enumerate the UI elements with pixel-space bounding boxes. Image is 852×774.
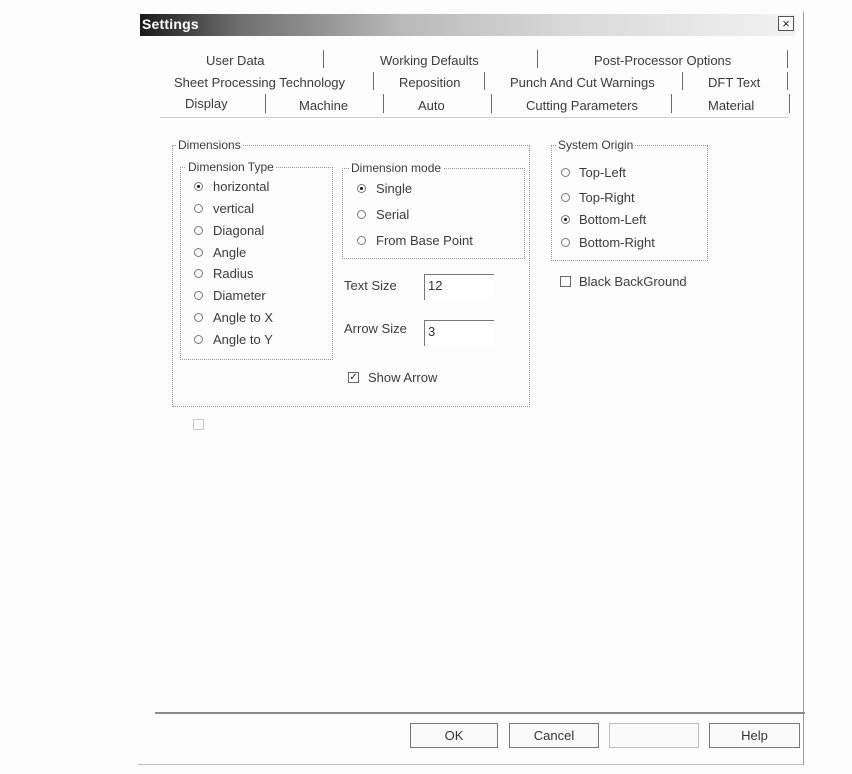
tab-user-data[interactable]: User Data (206, 53, 265, 68)
tab-separator (789, 94, 790, 113)
tab-separator (787, 50, 788, 68)
black-background-checkbox[interactable] (560, 276, 571, 287)
radio-bottom-left[interactable] (561, 215, 570, 224)
radio-serial[interactable] (357, 210, 366, 219)
tab-separator (383, 94, 384, 113)
disabled-checkbox[interactable] (193, 419, 204, 430)
tab-separator (484, 72, 485, 90)
dimension-mode-legend: Dimension mode (351, 161, 442, 175)
title-bar[interactable] (140, 14, 795, 36)
tab-display[interactable]: Display (185, 96, 228, 111)
black-background-label[interactable]: Black BackGround (579, 274, 687, 289)
radio-serial-label[interactable]: Serial (376, 207, 410, 222)
dimension-type-legend: Dimension Type (188, 160, 274, 174)
radio-vertical-label[interactable]: vertical (213, 201, 255, 216)
tab-cutting-parameters[interactable]: Cutting Parameters (526, 98, 638, 113)
radio-diagonal-label[interactable]: Diagonal (213, 223, 265, 238)
apply-button[interactable] (609, 723, 699, 748)
text-size-input[interactable]: 12 (424, 274, 494, 300)
help-button[interactable]: Help (709, 723, 800, 748)
radio-top-left-label[interactable]: Top-Left (579, 165, 626, 180)
tab-separator (682, 72, 683, 90)
radio-from-base-point-label[interactable]: From Base Point (376, 233, 473, 248)
radio-top-left[interactable] (561, 168, 570, 177)
tab-reposition[interactable]: Reposition (399, 75, 461, 90)
radio-angle-to-x-label[interactable]: Angle to X (213, 310, 273, 325)
tab-machine[interactable]: Machine (299, 98, 349, 113)
radio-top-right[interactable] (561, 193, 570, 202)
radio-angle-to-y-label[interactable]: Angle to Y (213, 332, 273, 347)
arrow-size-label: Arrow Size (344, 321, 407, 336)
cancel-button[interactable]: Cancel (509, 723, 599, 748)
radio-radius[interactable] (194, 269, 203, 278)
radio-horizontal-label[interactable]: horizontal (213, 179, 270, 194)
ok-button[interactable]: OK (410, 723, 498, 748)
arrow-size-input[interactable]: 3 (424, 320, 494, 346)
tab-material[interactable]: Material (708, 98, 755, 113)
tab-sheet-processing-technology[interactable]: Sheet Processing Technology (174, 75, 346, 90)
radio-bottom-right-label[interactable]: Bottom-Right (579, 235, 655, 250)
radio-from-base-point[interactable] (357, 236, 366, 245)
close-button[interactable]: × (778, 16, 794, 31)
text-size-label: Text Size (344, 278, 397, 293)
radio-radius-label[interactable]: Radius (213, 266, 254, 281)
radio-top-right-label[interactable]: Top-Right (579, 190, 635, 205)
tab-punch-and-cut-warnings[interactable]: Punch And Cut Warnings (510, 75, 655, 90)
radio-angle[interactable] (194, 248, 203, 257)
tab-dft-text[interactable]: DFT Text (708, 75, 761, 90)
radio-diameter[interactable] (194, 291, 203, 300)
radio-angle-to-x[interactable] (194, 313, 203, 322)
radio-bottom-left-label[interactable]: Bottom-Left (579, 212, 647, 227)
tab-separator (671, 94, 672, 113)
tab-separator (491, 94, 492, 113)
radio-diameter-label[interactable]: Diameter (213, 288, 266, 303)
radio-single-label[interactable]: Single (376, 181, 413, 196)
tab-post-processor-options[interactable]: Post-Processor Options (594, 53, 732, 68)
radio-horizontal[interactable] (194, 182, 203, 191)
radio-angle-to-y[interactable] (194, 335, 203, 344)
tab-auto[interactable]: Auto (418, 98, 445, 113)
show-arrow-checkbox[interactable]: ✓ (349, 372, 358, 383)
tab-separator (537, 50, 538, 68)
radio-vertical[interactable] (194, 204, 203, 213)
radio-bottom-right[interactable] (561, 238, 570, 247)
window-title: Settings (142, 16, 199, 32)
tab-separator (323, 50, 324, 68)
tab-separator (265, 94, 266, 113)
button-bar-separator (155, 712, 805, 714)
tab-working-defaults[interactable]: Working Defaults (380, 53, 479, 68)
show-arrow-label[interactable]: Show Arrow (368, 370, 438, 385)
radio-single[interactable] (357, 184, 366, 193)
tab-baseline (160, 117, 788, 118)
dimensions-legend: Dimensions (178, 138, 241, 152)
tab-separator (787, 72, 788, 90)
tab-separator (373, 72, 374, 90)
radio-angle-label[interactable]: Angle (213, 245, 247, 260)
system-origin-legend: System Origin (558, 138, 634, 152)
radio-diagonal[interactable] (194, 226, 203, 235)
